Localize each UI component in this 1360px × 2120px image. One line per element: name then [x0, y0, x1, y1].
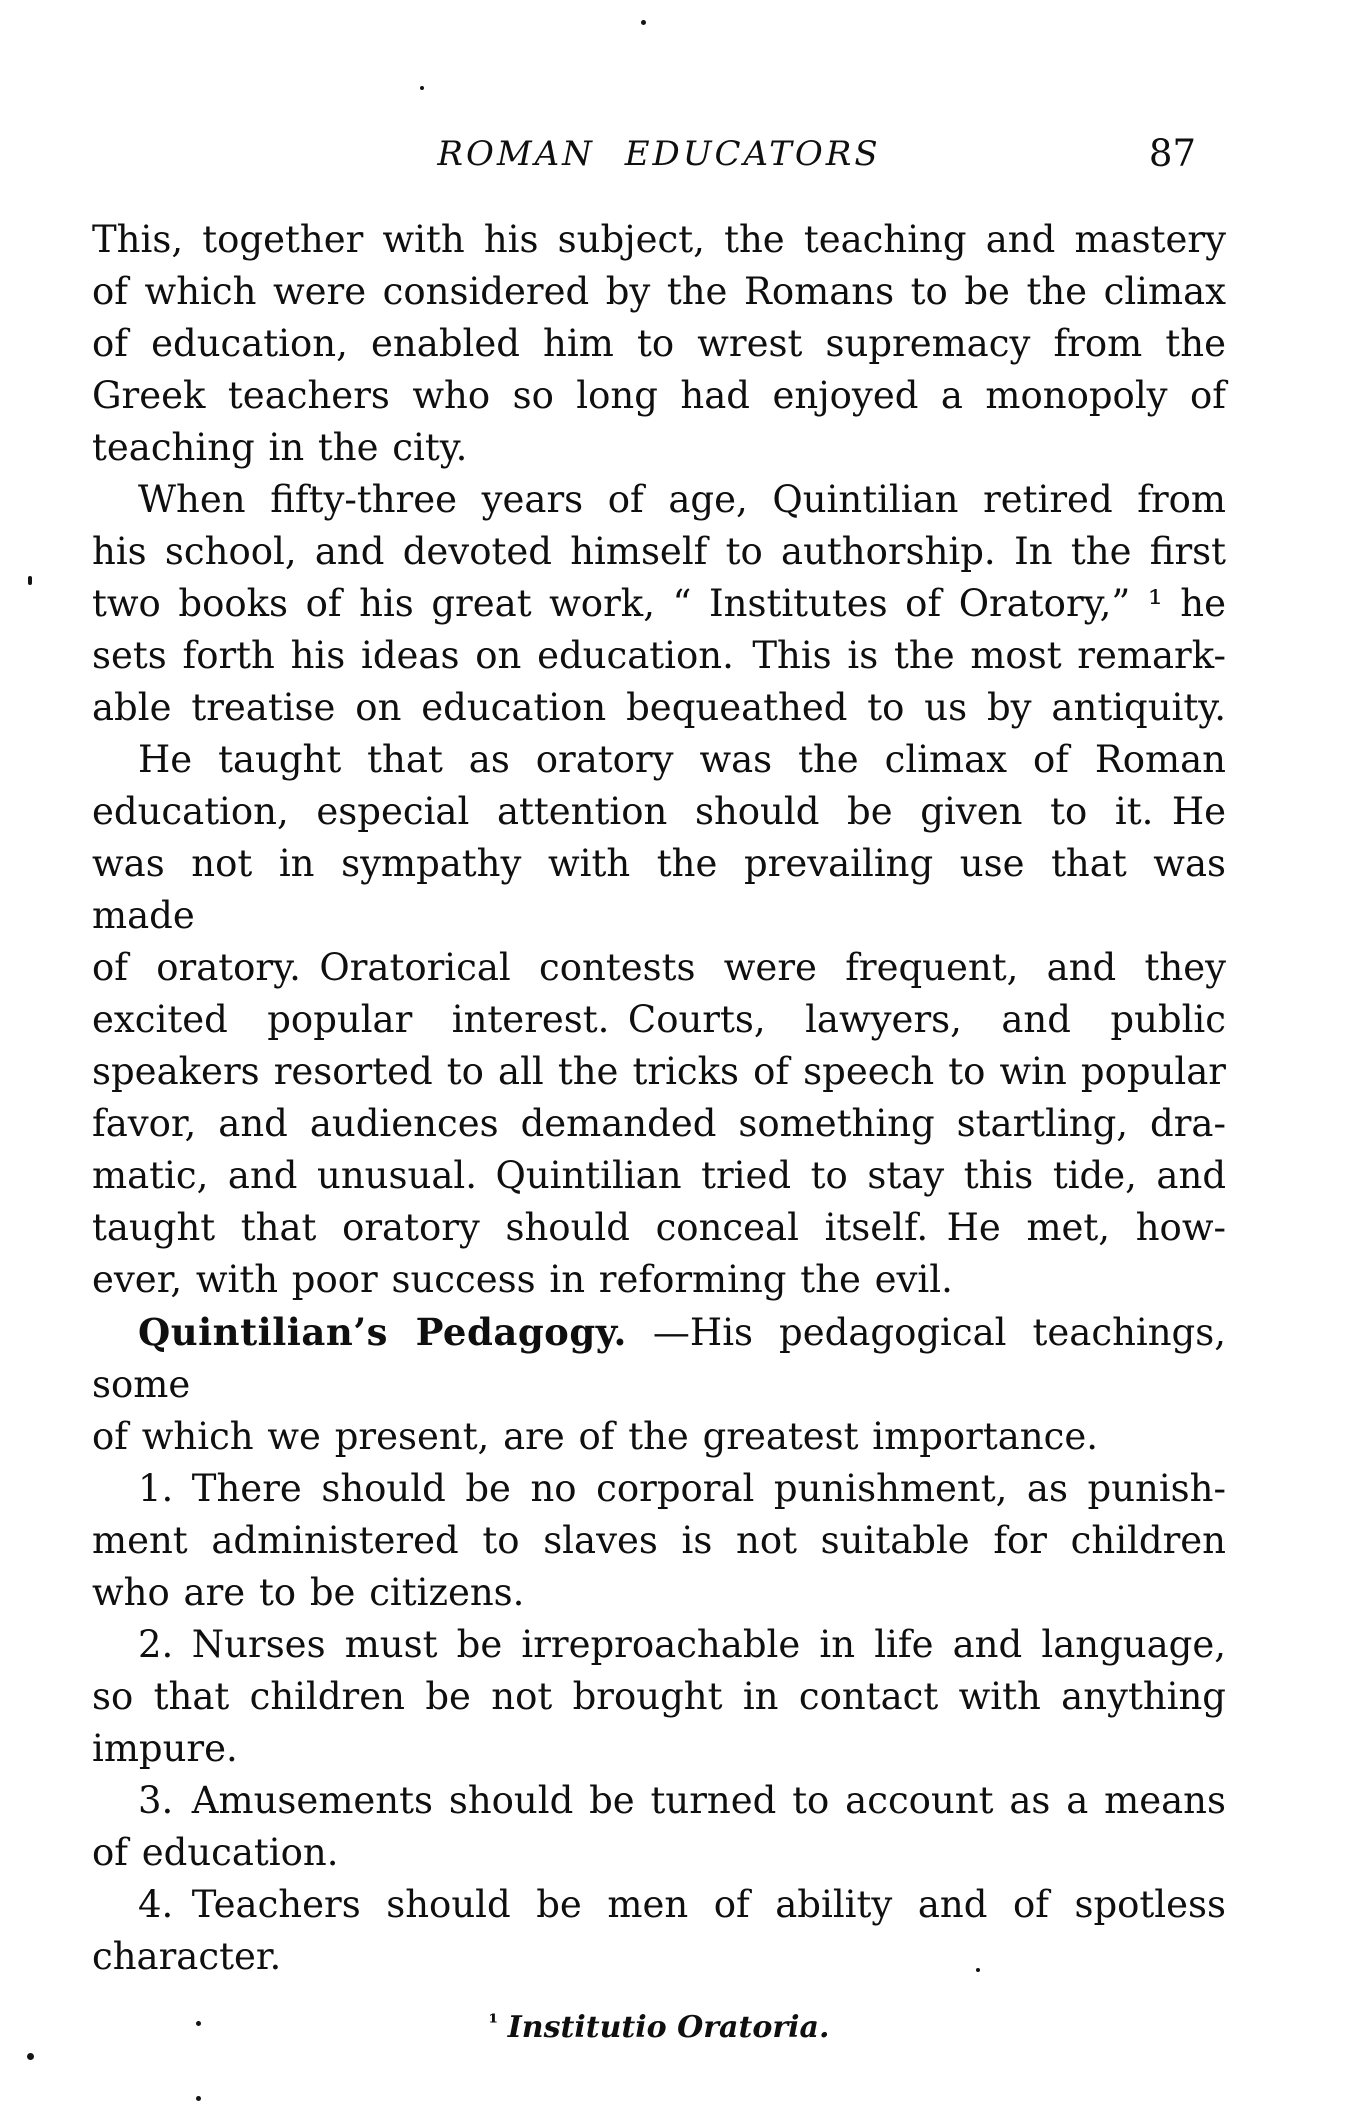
pedagogy-first-line [92, 1306, 1226, 1411]
paragraph-pedagogy [92, 1306, 1226, 1463]
pedagogy-lead-rest: —His pedagogical teachings, some [92, 1311, 1226, 1406]
scan-speck [196, 2021, 201, 2026]
numbered-point-4: 4. Teachers should be men of ability and of spotless character. [92, 1883, 1226, 1978]
scan-speck [27, 2053, 34, 2060]
scan-speck [196, 2096, 201, 2101]
page-number: 87 [1148, 132, 1196, 175]
numbered-point-2: 2. Nurses must be irreproachable in life and language, so that children be not brought in contact with anything impure. [92, 1623, 1226, 1770]
scan-speck [641, 20, 646, 25]
pedagogy-heading: Quintilian’s Pedagogy. [138, 1310, 627, 1354]
scan-speck [420, 86, 424, 90]
numbered-point-1: 1. There should be no corporal punishment, as punish- ment administered to slaves is not suitable for children who are to be citizens. [92, 1467, 1226, 1614]
footnote-marker: ¹ [488, 2010, 499, 2036]
pedagogy-second-line: of which we present, are of the greatest importance. [92, 1415, 1098, 1458]
scan-speck [976, 1968, 980, 1972]
paragraph-retirement: When fifty-three years of age, Quintilian retired from his school, and devoted himself to authorship. In the first two books of his great work, “ Institutes of Oratory,” ¹ he sets forth his ideas on education. This is the most remark- able treatise on education bequeathed to us by antiquity. [92, 478, 1226, 729]
paragraph-opening: This, together with his subject, the teaching and mastery of which were considered by the Romans to be the climax of education, enabled him to wrest supremacy from the Greek teachers who so long had enjoyed a monopoly of teaching in the city. [92, 218, 1226, 469]
footnote [92, 2001, 1226, 2050]
scan-speck [28, 576, 32, 585]
numbered-point-3: 3. Amusements should be turned to account as a means of education. [92, 1779, 1226, 1874]
paragraph-oratory: He taught that as oratory was the climax of Roman education, especial attention should be given to it. He was not in sympathy with the prevailing use that was made of oratory. Oratorical contests were frequent, and they excited popular interest. Courts, lawyers, and public speakers resorted to all the tricks of speech to win popular favor, and audiences demanded something startling, dra- matic, and unusual. Quintilian tried to stay this tide, and taught that oratory should conceal itself. He met, how- ever, with poor success in reforming the evil. [92, 738, 1226, 1301]
header-title: ROMAN EDUCATORS [437, 134, 881, 174]
footnote-text: Institutio Oratoria. [507, 2010, 830, 2045]
running-header [92, 134, 1226, 180]
text-block [92, 214, 1226, 2050]
